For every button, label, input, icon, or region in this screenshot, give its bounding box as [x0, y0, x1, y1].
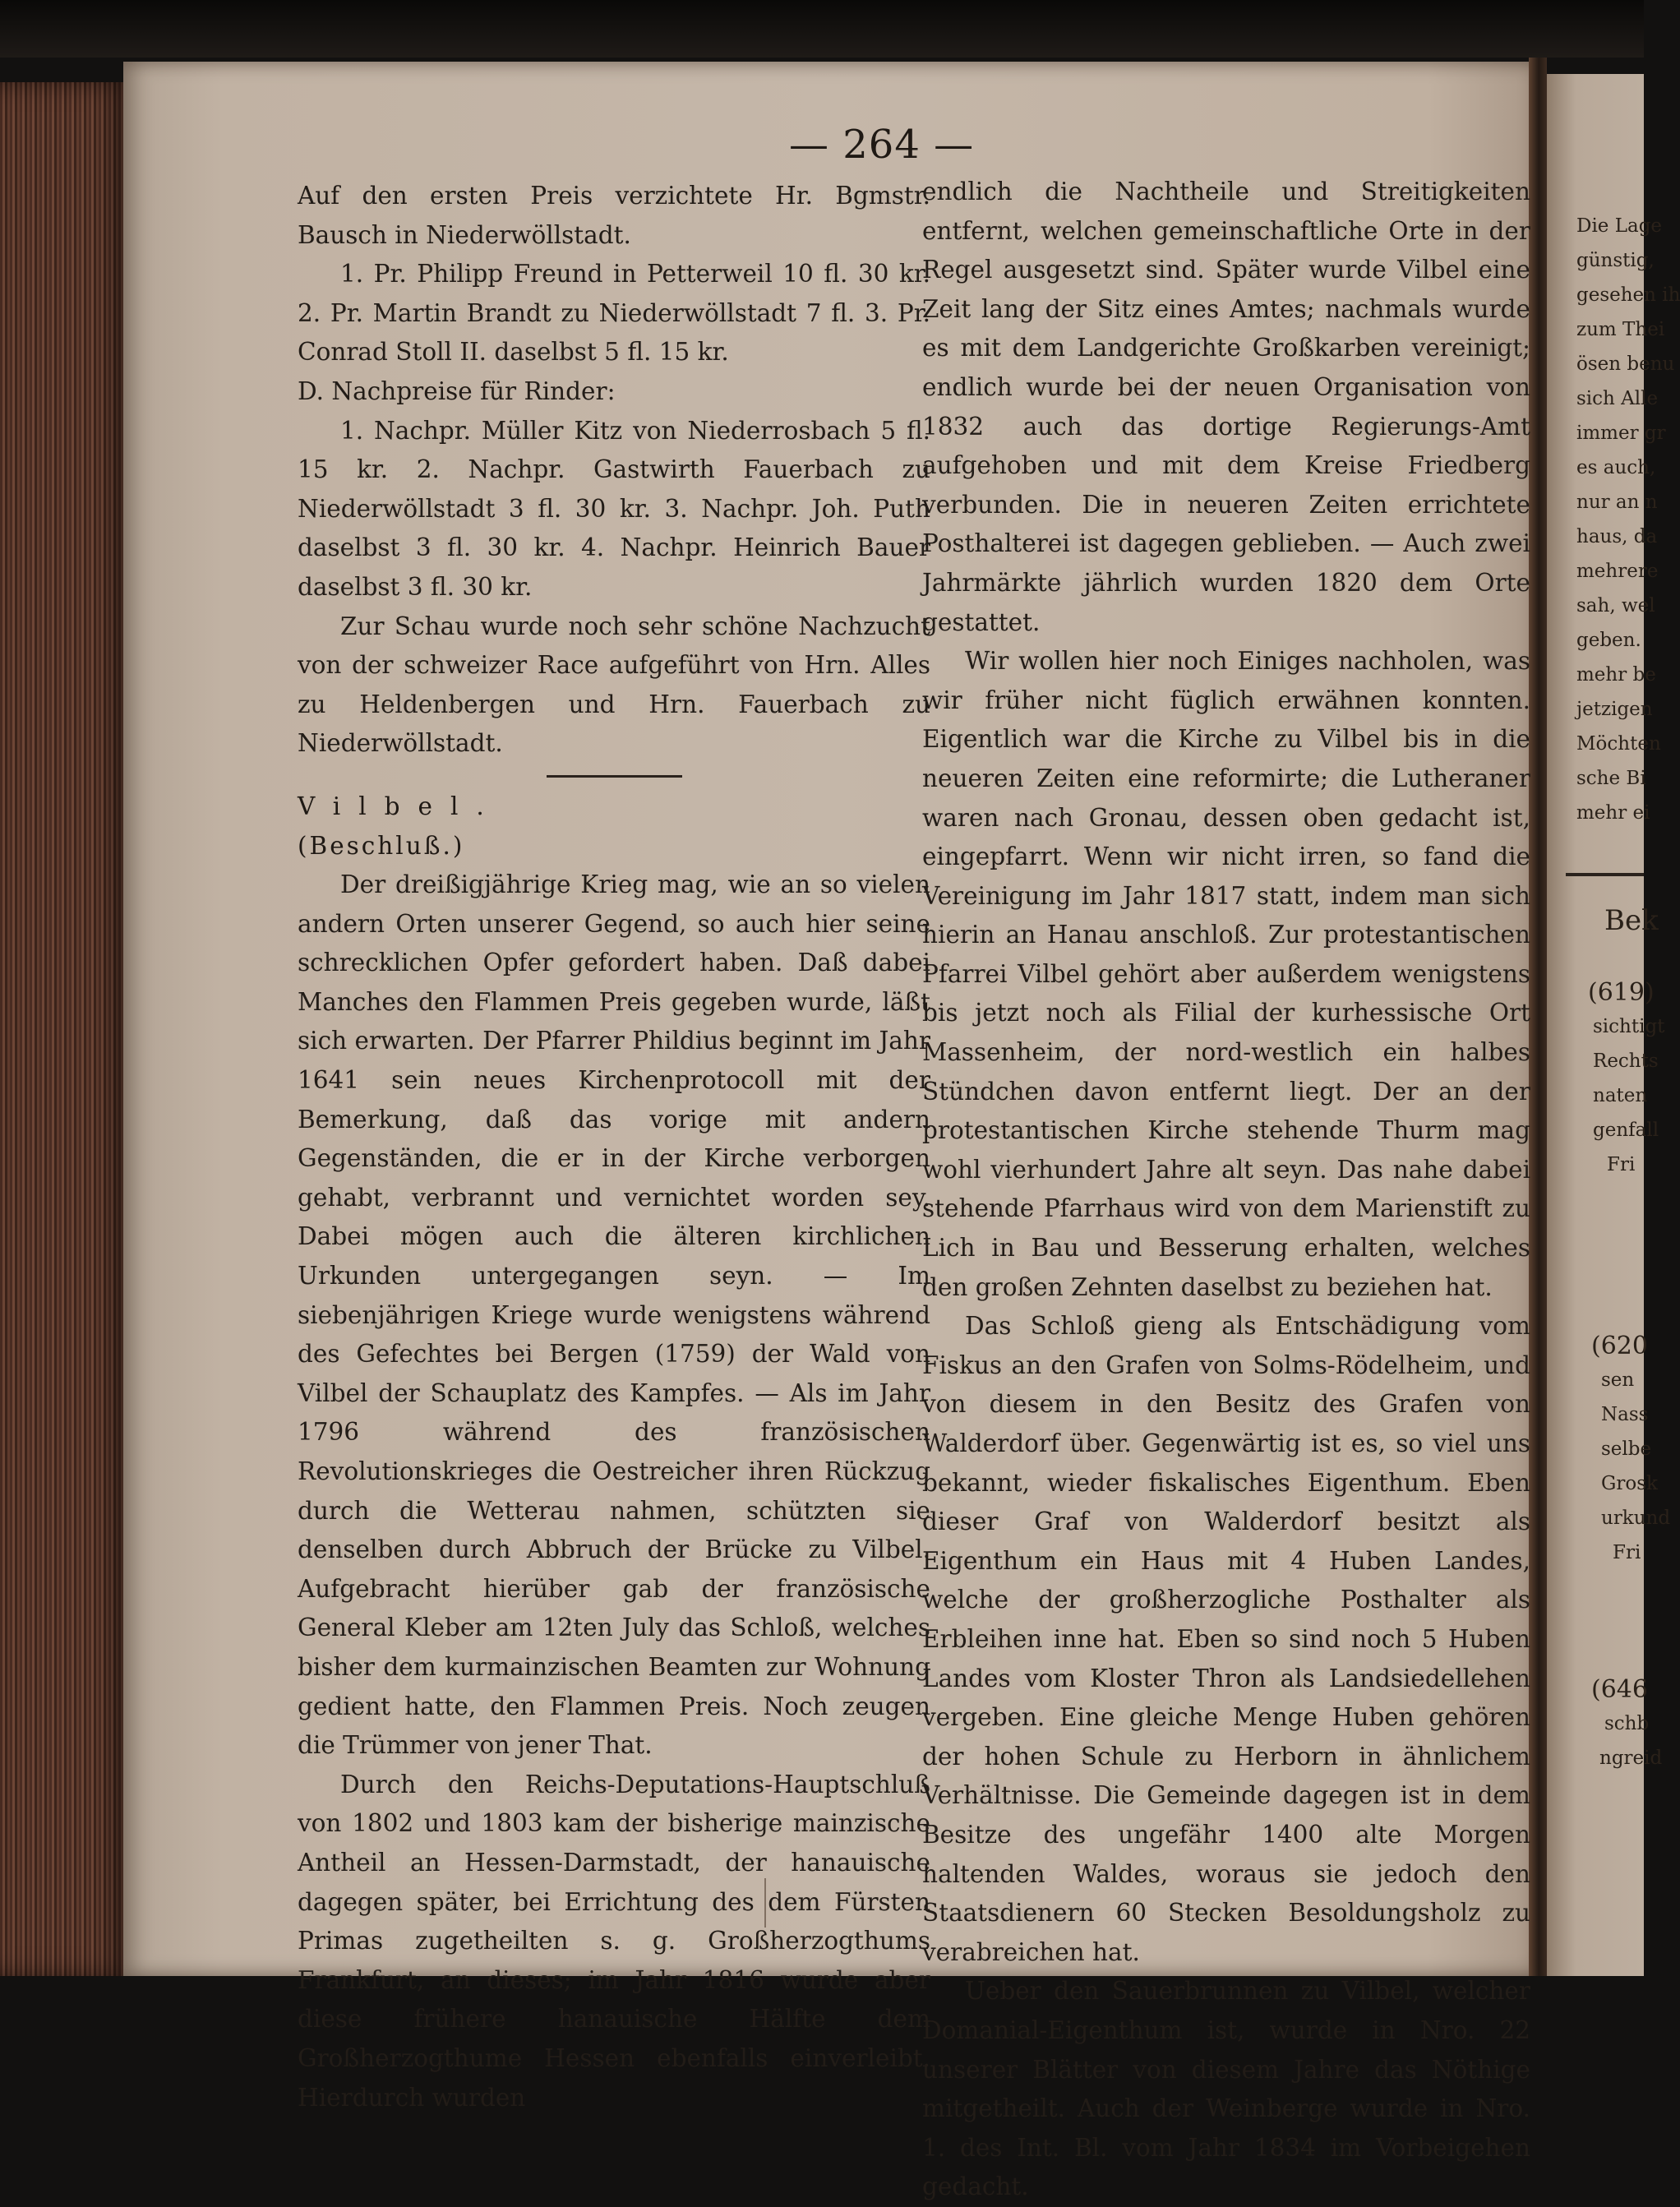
adjacent-page-fragment: gesehen ih	[1576, 284, 1680, 306]
adjacent-page-fragment: zum Thei	[1576, 319, 1665, 340]
paragraph: Auf den ersten Preis verzichtete Hr. Bgmstr. Bausch in Niederwöllstadt.	[298, 182, 930, 249]
right-column	[922, 173, 1530, 2207]
adjacent-page-fragment: sich Alle	[1576, 388, 1659, 409]
adjacent-page-fragment: sah, wel	[1576, 595, 1655, 616]
article-heading: Vilbel.	[298, 792, 502, 820]
adjacent-page-fragment: Die Lage	[1576, 215, 1663, 237]
paragraph: Wir wollen hier noch Einiges nachholen, was wir früher nicht füglich erwähnen konnten. Eigentlich war die Kirche zu Vilbel bis in die neueren Zeiten eine reformirte; die Lutheraner waren nach Gronau, dessen oben gedacht ist, eingepfarrt. Wenn wir nicht irren, so fand die Vereinigung im Jahr 1817 statt, indem man sich hierin an Hanau anschloß. Zur protestantischen Pfarrei Vilbel gehört aber außerdem wenigstens bis jetzt noch als Filial der kurhessische Ort Massenheim, der nord-westlich ein halbes Stündchen davon entfernt liegt. Der an der protestantischen Kirche stehende Thurm mag wohl vierhundert Jahre alt seyn. Das nahe dabei stehende Pfarrhaus wird von dem Marienstift zu Lich in Bau und Besserung erhalten, welches den großen Zehnten daselbst zu beziehen hat.	[922, 647, 1530, 1301]
adjacent-page-fragment: günstig,	[1576, 250, 1655, 271]
paragraph: Ueber den Sauerbrunnen zu Vilbel, welcher Domanial-Eigenthum ist, wurde in Nro. 22 unserer Blätter von diesem Jahre das Nöthige mitgetheilt. Auch der Weinberge wurde in Nro. 1. des Int. Bl. vom Jahr 1834 im Vorbeigehen gedacht.	[922, 1977, 1530, 2201]
adjacent-page-fragment: nur an n	[1576, 492, 1658, 513]
adjacent-page-fragment: jetzigen	[1576, 699, 1653, 720]
adjacent-page-fragment: naten	[1593, 1085, 1648, 1106]
adjacent-page-fragment: mehrere	[1576, 561, 1659, 582]
adjacent-page-fragment: urkund	[1601, 1508, 1671, 1529]
adjacent-page-fragment: sche Bi	[1576, 768, 1646, 789]
paragraph: 1. Pr. Philipp Freund in Petterweil 10 fl. 30 kr. 2. Pr. Martin Brandt zu Niederwöllstadt 7 fl. 3. Pr. Conrad Stoll II. daselbst 5 fl. 15 kr.	[298, 260, 930, 367]
book-page-edges	[0, 82, 132, 1976]
adjacent-page-fragment: sichtigt	[1593, 1016, 1665, 1037]
adjacent-page-fragment: genfall	[1593, 1120, 1659, 1141]
adjacent-page-fragment: (620	[1591, 1332, 1648, 1360]
section-divider	[547, 775, 682, 778]
adjacent-page-fragment: (646	[1591, 1675, 1648, 1704]
paragraph: Zur Schau wurde noch sehr schöne Nachzucht von der schweizer Race aufgeführt von Hrn. Alles zu Heldenbergen und Hrn. Fauerbach zu Niederwöllstadt.	[298, 612, 930, 758]
adjacent-page-fragment: selbe	[1601, 1438, 1652, 1460]
adjacent-page-fragment: Rechts	[1593, 1050, 1659, 1072]
adjacent-page-fragment: immer gr	[1576, 422, 1666, 444]
adjacent-page-fragment: Möchten	[1576, 733, 1661, 755]
adjacent-page-fragment: es auch,	[1576, 457, 1656, 478]
adjacent-page-fragment: sen	[1601, 1369, 1635, 1391]
adjacent-page-fragment: ösen benu	[1576, 353, 1675, 375]
paragraph: endlich die Nachtheile und Streitigkeiten entfernt, welchen gemeinschaftliche Orte in der Regel ausgesetzt sind. Später wurde Vilbel eine Zeit lang der Sitz eines Amtes; nachmals wurde es mit dem Landgerichte Großkarben vereinigt; endlich wurde bei der neuen Organisation von 1832 auch das dortige Regierungs-Amt aufgehoben und mit dem Kreise Friedberg verbunden. Die in neueren Zeiten errichtete Posthalterei ist dagegen geblieben. — Auch zwei Jahrmärkte jährlich wurden 1820 dem Orte gestattet.	[922, 178, 1530, 636]
adjacent-page-fragment: geben.	[1576, 630, 1641, 651]
adjacent-page-divider	[1566, 873, 1644, 876]
page-number: — 264 —	[789, 122, 975, 168]
left-column	[298, 177, 930, 2117]
adjacent-page-fragment: Bek	[1604, 904, 1659, 937]
paragraph: Das Schloß gieng als Entschädigung vom Fiskus an den Grafen von Solms-Rödelheim, und von diesem in den Besitz des Grafen von Walderdorf über. Gegenwärtig ist es, so viel uns bekannt, wieder fiskalisches Eigenthum. Eben dieser Graf von Walderdorf besitzt als Eigenthum ein Haus mit 4 Huben Landes, welche der großherzogliche Posthalter als Erbleihen inne hat. Eben so sind noch 5 Huben Landes vom Kloster Thron als Landsiedellehen vergeben. Eine gleiche Menge Huben gehören der hohen Schule zu Herborn in ähnlichem Verhältnisse. Die Gemeinde dagegen ist in dem Besitze des ungefähr 1400 alte Morgen haltenden Waldes, woraus sie jedoch den Staatsdienern 60 Stecken Besoldungsholz zu verabreichen hat.	[922, 1312, 1530, 1966]
adjacent-page-fragment: Fri	[1607, 1154, 1636, 1175]
adjacent-page-fragment: mehr be	[1576, 664, 1656, 686]
paragraph: 1. Nachpr. Müller Kitz von Niederrosbach 5 fl. 15 kr. 2. Nachpr. Gastwirth Fauerbach zu Niederwöllstadt 3 fl. 30 kr. 3. Nachpr. Joh. Puth daselbst 3 fl. 30 kr. 4. Nachpr. Heinrich Bauer daselbst 3 fl. 30 kr.	[298, 416, 930, 601]
book-gutter	[1529, 58, 1547, 1976]
adjacent-page-fragment: schb	[1604, 1713, 1650, 1734]
adjacent-page-fragment: Grosk	[1601, 1473, 1658, 1494]
adjacent-page-fragment: (619)	[1588, 978, 1655, 1007]
section-label: D. Nachpreise für Rinder:	[298, 376, 616, 405]
adjacent-page-fragment: mehr ei	[1576, 802, 1650, 824]
adjacent-page-fragment: ngreid	[1599, 1748, 1663, 1769]
adjacent-page-fragment: haus, da	[1576, 526, 1658, 547]
paragraph: Durch den Reichs-Deputations-Hauptschluß von 1802 und 1803 kam der bisherige mainzische Antheil an Hessen-Darmstadt, der hanauische dagegen später, bei Errichtung des dem Fürsten Primas zugetheilten s. g. Großherzogthums Frankfurt, an dieses; im Jahr 1816 wurde aber diese frühere hanauische Hälfte dem Großherzogthume Hessen ebenfalls einverleibt. Hierdurch wurden	[298, 1770, 930, 2112]
adjacent-page-fragment: Nass	[1601, 1404, 1649, 1425]
paragraph: Der dreißigjährige Krieg mag, wie an so vielen andern Orten unserer Gegend, so auch hier seine schrecklichen Opfer gefordert haben. Daß dabei Manches den Flammen Preis gegeben wurde, läßt sich erwarten. Der Pfarrer Phildius beginnt im Jahr 1641 sein neues Kirchenprotocoll mit der Bemerkung, daß das vorige mit andern Gegenständen, die er in der Kirche verborgen gehabt, verbrannt und vernichtet worden sey. Dabei mögen auch die älteren kirchlichen Urkunden untergegangen seyn. — Im siebenjährigen Kriege wurde wenigstens während des Gefechtes bei Bergen (1759) der Wald von Vilbel der Schauplatz des Kampfes. — Als im Jahr 1796 während des französischen Revolutionskrieges die Oestreicher ihren Rückzug durch die Wetterau nahmen, schützten sie denselben durch Abbruch der Brücke zu Vilbel. Aufgebracht hierüber gab der französische General Kleber am 12ten July das Schloß, welches bisher dem kurmainzischen Beamten zur Wohnung gedient hatte, den Flammen Preis. Noch zeugen die Trümmer von jener That.	[298, 870, 930, 1760]
dark-background	[0, 0, 1644, 58]
article-subheading: (Beschluß.)	[298, 831, 465, 860]
adjacent-page-fragment: Fri	[1613, 1542, 1641, 1563]
